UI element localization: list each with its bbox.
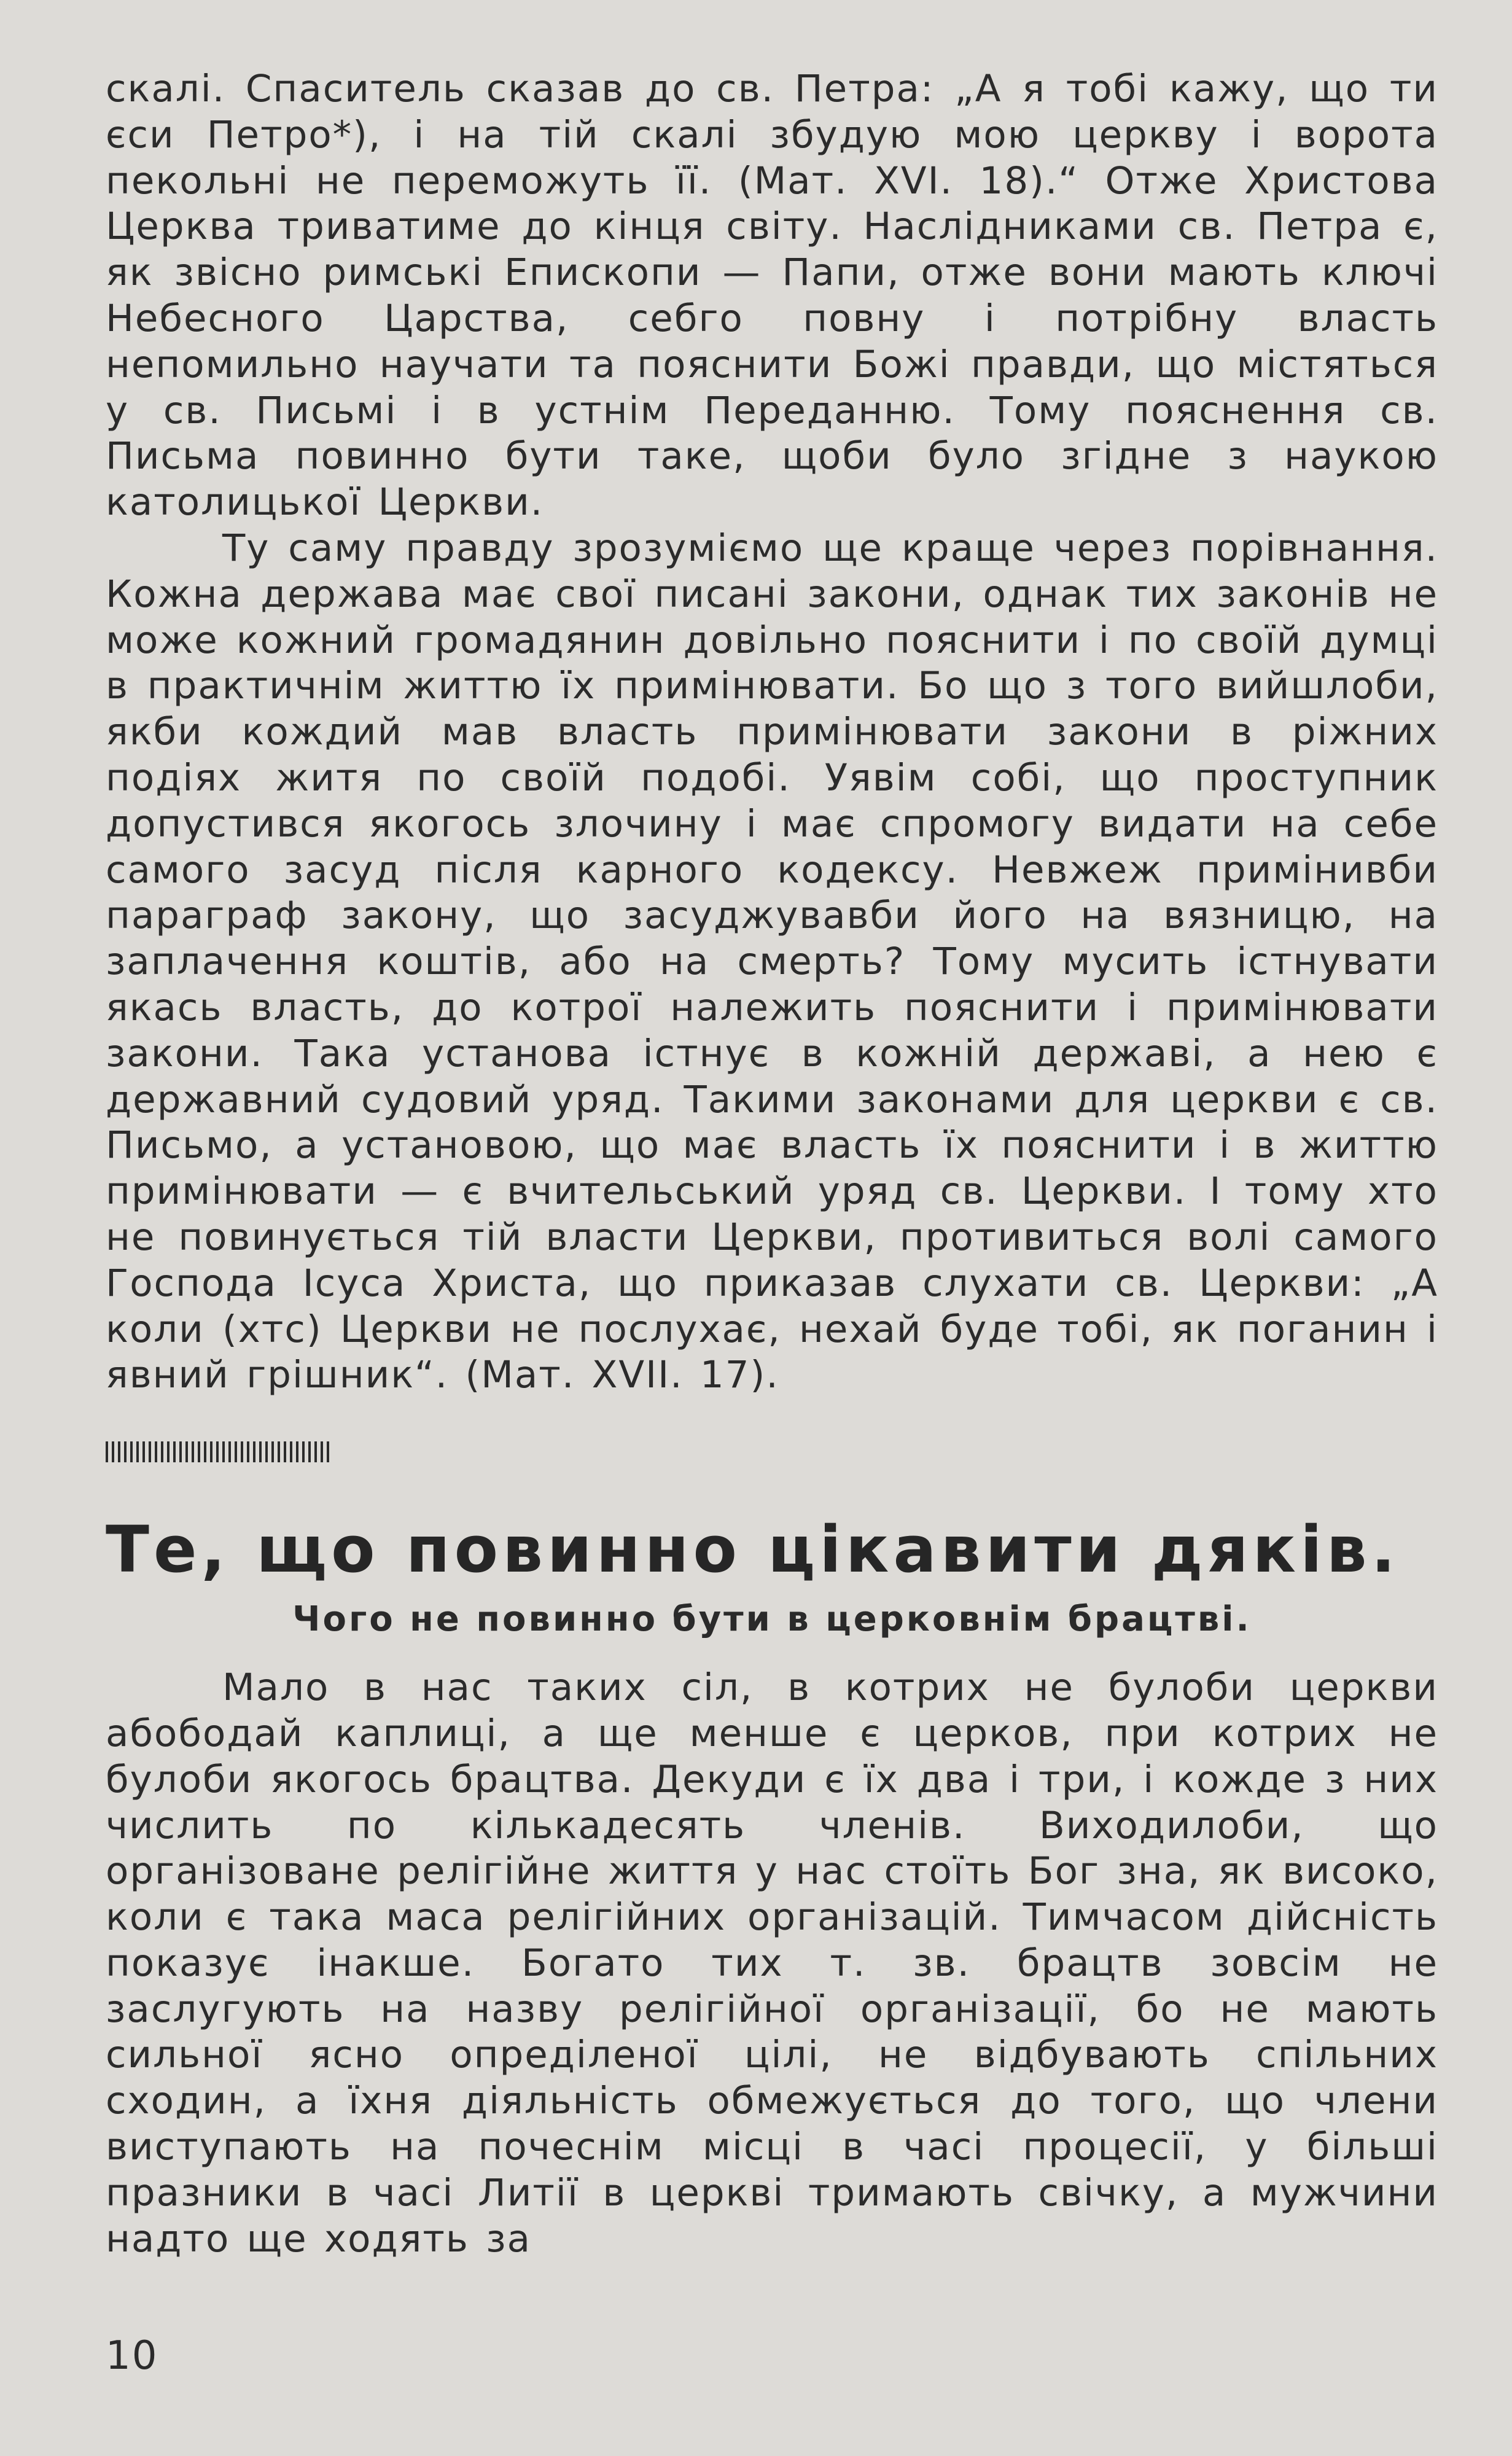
continued-paragraph-1: скалі. Спаситель сказав до св. Петра: „А я тобі кажу, що ти єси Петро*), і на тій скалі збудую мою церкву і ворота пекольні не переможуть її. (Мат. XVI. 18).“ Отже Христова Церква триватиме до кінця світу. Наслідниками св. Петра є, як звісно римські Епископи — Папи, отже вони мають ключі Небесного Царства, себго повну і потрібну власть непомильно научати та пояснити Божі правди, що містяться у св. Письмі і в устнім Переданню. Тому пояснення св. Письма повинно бути таке, щоби було згідне з наукою католицької Церкви. xyxy=(106,67,1438,524)
section-title: Те, що повинно цікавити дяків. xyxy=(106,1512,1400,1588)
continued-paragraph-2: Ту саму правду зрозуміємо ще краще через порівнання. Кожна держава має свої писані закони, однак тих законів не може кожний громадянин довільно пояснити і по своїй думці в практичнім життю їх примінювати. Бо що з того вийшлоби, якби кождий мав власть примінювати закони в ріжних подіях житя по своїй подобі. Уявім собі, що проступник допустився якогось злочину і має спромогу видати на себе самого засуд після карного кодексу. Невжеж примінивби параграф закону, що засуджувавби його на вязницю, на заплачення коштів, або на смерть? Тому мусить істнувати якась власть, до котрої належить пояснити і примінювати закони. Така установа істнує в кожній державі, а нею є державний судовий уряд. Такими законами для церкви є св. Письмо, а установою, що має власть їх пояснити і в життю примінювати — є вчительський уряд св. Церкви. І тому хто не повинується тій власти Церкви, противиться волі самого Господа Ісуса Христа, що приказав слухати св. Церкви: „А коли (хтс) Церкви не послухає, нехай буде тобі, як поганин і явний грішник“. (Мат. XVII. 17). xyxy=(106,526,1438,1397)
section-divider xyxy=(106,1441,330,1462)
section-subtitle: Чого не повинно бути в церковнім брацтві. xyxy=(292,1599,1252,1640)
section-paragraph: Мало в нас таких сіл, в котрих не булоби церкви абободай каплиці, а ще менше є церков, при котрих не булоби якогось брацтва. Декуди є їх два і три, і кожде з них числить по кількадесять членів. Виходилоби, що організоване релігійне життя у нас стоїть Бог зна, як високо, коли є така маса релігійних організацій. Тимчасом дійсність показує інакше. Богато тих т. зв. брацтв зовсім не заслугують на назву релігійної організації, бо не мають сильної ясно опреділеної цілі, не відбувають спільних сходин, а їхня діяльність обмежується до того, що члени виступають на почеснім місці в часі процесії, у більші празники в часі Литії в церкві тримають свічку, а мужчини надто ще ходять за xyxy=(106,1666,1438,2261)
page-number: 10 xyxy=(106,2333,158,2379)
text-column xyxy=(106,66,1438,2262)
